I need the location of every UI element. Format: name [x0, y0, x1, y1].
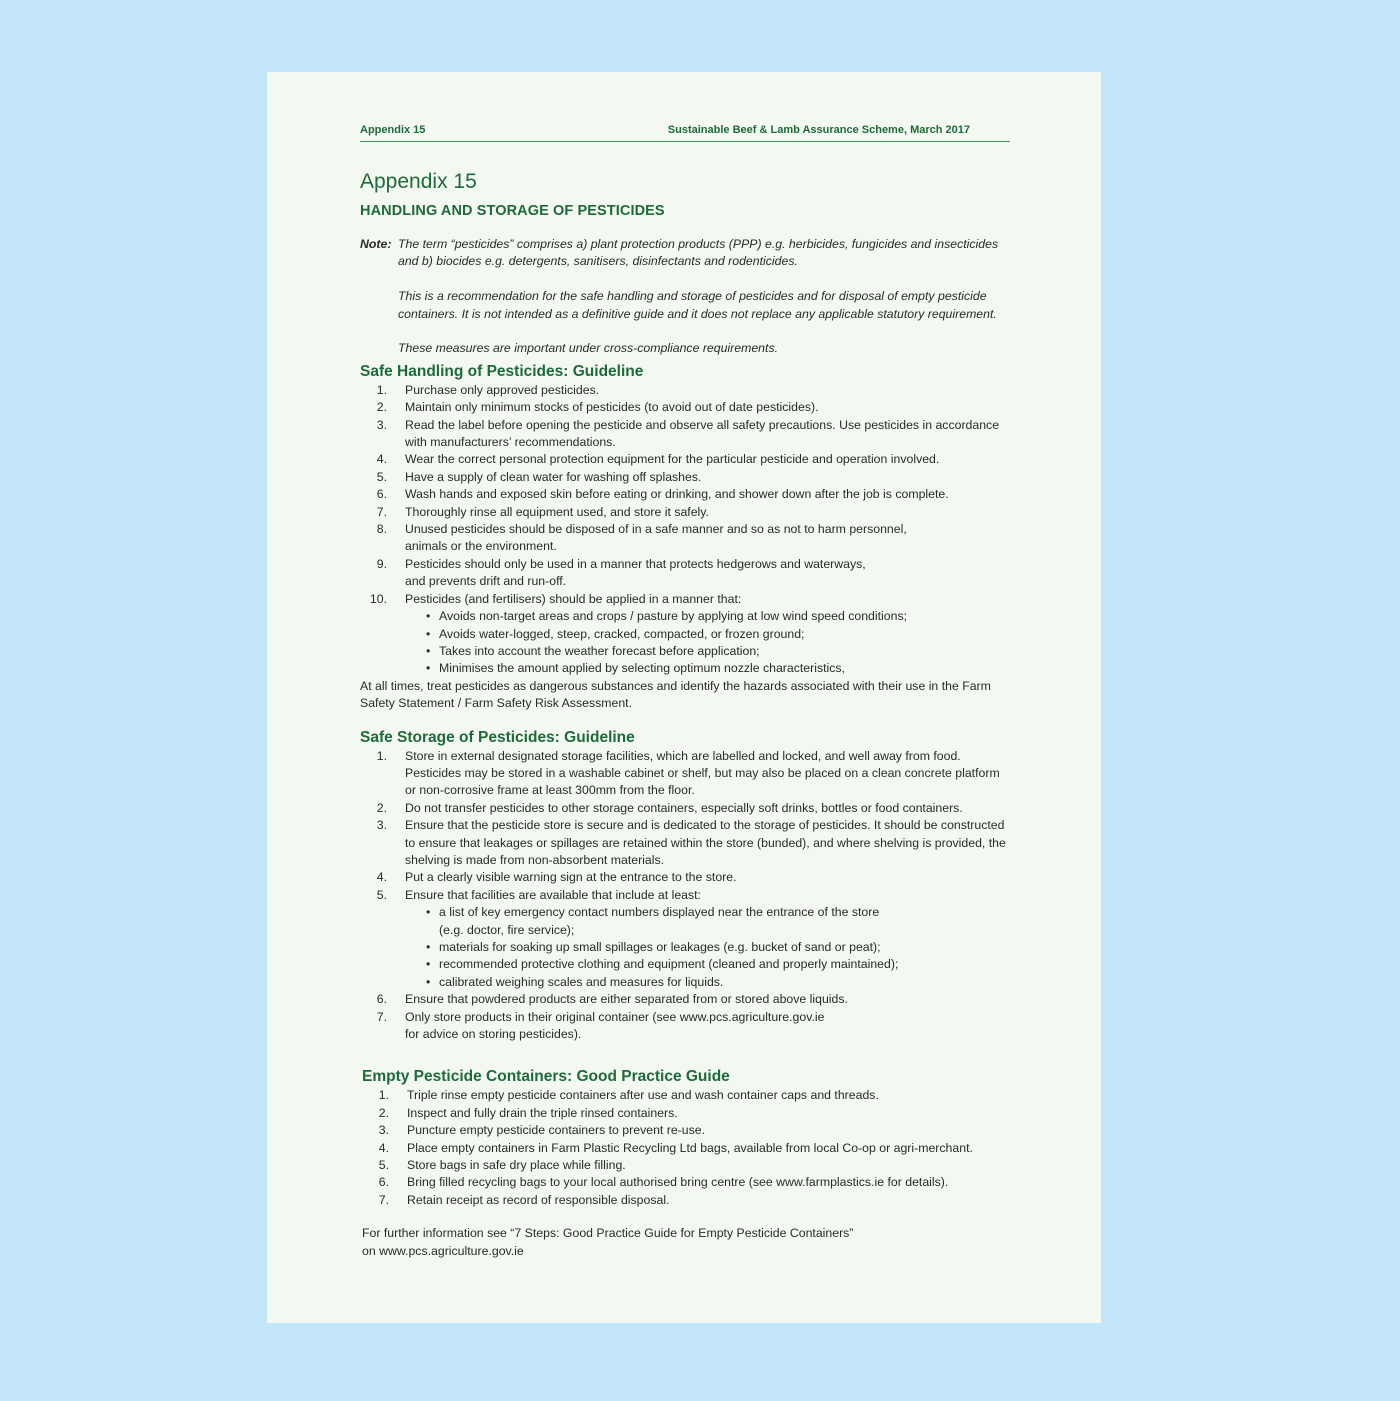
storage-section — [360, 728, 1010, 1044]
bullet-item: • Minimises the amount applied by selecting optimum nozzle characteristics, — [439, 660, 1010, 677]
further-info-line2: on www.pcs.agriculture.gov.ie — [362, 1243, 524, 1258]
running-header — [360, 118, 1010, 142]
handling-section — [360, 362, 1010, 713]
item-text: Pesticides should only be used in a manner that protects hedgerows and waterways, — [405, 556, 866, 571]
note-paragraph: This is a recommendation for the safe handling and storage of pesticides and for disposal of empty pesticide containers. It is not intended as a definitive guide and it does not replace any applicable statutory requirement. — [398, 289, 997, 321]
item-number: 5. — [376, 469, 387, 484]
list-item — [362, 1105, 1010, 1122]
list-item — [360, 869, 1010, 886]
list-item — [360, 486, 1010, 503]
list-item — [360, 991, 1010, 1008]
bullet-item — [439, 904, 1010, 939]
item-number: 8. — [376, 522, 387, 537]
note-label: Note: — [360, 237, 392, 251]
note-paragraph: These measures are important under cross-compliance requirements. — [398, 341, 779, 356]
item-number: 1. — [378, 1088, 389, 1103]
main-title: HANDLING AND STORAGE OF PESTICIDES — [360, 203, 665, 219]
list-item — [360, 591, 1010, 678]
item-number: 5. — [376, 887, 387, 902]
bullet-item — [439, 939, 1010, 956]
item-number: 6. — [378, 1175, 389, 1190]
note-paragraph: The term “pesticides” comprises a) plant protection products (PPP) e.g. herbicides, fungicides and insecticides and b) biocides e.g. detergents, sanitisers, disinfectants and rodenticides. — [398, 237, 999, 269]
bullet-text: a list of key emergency contact numbers displayed near the entrance of the store — [439, 905, 880, 920]
appendix-title: Appendix 15 — [360, 170, 477, 193]
item-number: 1. — [376, 748, 387, 763]
item-number: 2. — [376, 400, 387, 415]
item-text: Thoroughly rinse all equipment used, and store it safely. — [405, 504, 709, 519]
item-text: Bring filled recycling bags to your local authorised bring centre (see www.farmplastics.ie for details). — [407, 1175, 949, 1190]
item-text: Store in external designated storage facilities, which are labelled and locked, and well away from food. Pesticides may be stored in a washable cabinet or shelf, but may also be placed on a clean concrete platform or non-corrosive frame at least 300mm from the floor. — [405, 748, 1000, 798]
list-item — [360, 748, 1010, 800]
item-number: 4. — [376, 452, 387, 467]
item-number: 4. — [376, 870, 387, 885]
bullet-item — [439, 956, 1010, 973]
list-item — [362, 1087, 1010, 1104]
list-item — [362, 1140, 1010, 1157]
item-text: Wash hands and exposed skin before eating or drinking, and shower down after the job is complete. — [405, 487, 949, 502]
item-text: Purchase only approved pesticides. — [405, 382, 600, 397]
bullet-item: • Takes into account the weather forecast before application; — [439, 643, 1010, 660]
item-text: Place empty containers in Farm Plastic Recycling Ltd bags, available from local Co-op or agri-merchant. — [407, 1140, 973, 1155]
item-text: Do not transfer pesticides to other storage containers, especially soft drinks, bottles or food containers. — [405, 800, 963, 815]
item-text: Pesticides (and fertilisers) should be applied in a manner that: — [405, 591, 742, 606]
item-text: Only store products in their original container (see www.pcs.agriculture.gov.ie — [405, 1009, 825, 1024]
item-number: 7. — [376, 1009, 387, 1024]
list-item — [362, 1157, 1010, 1174]
item-text-line2: for advice on storing pesticides). — [405, 1027, 582, 1042]
item-text: Read the label before opening the pesticide and observe all safety precautions. Use pesticides in accordance with manufacturers’ recommendations. — [405, 417, 1000, 450]
header-right: Sustainable Beef & Lamb Assurance Scheme, March 2017 — [667, 124, 970, 136]
handling-heading: Safe Handling of Pesticides: Guideline — [360, 362, 644, 380]
list-item — [360, 399, 1010, 416]
item-text: Ensure that powdered products are either separated from or stored above liquids. — [405, 992, 848, 1007]
list-item — [360, 469, 1010, 486]
page-content — [360, 118, 1010, 1260]
item-text-line2: and prevents drift and run-off. — [405, 574, 567, 589]
item-text: Put a clearly visible warning sign at the entrance to the store. — [405, 870, 737, 885]
handling-bullets — [405, 608, 1010, 678]
item-number: 2. — [376, 800, 387, 815]
item-number: 10. — [369, 591, 387, 606]
bullet-text: calibrated weighing scales and measures for liquids. — [439, 974, 724, 989]
list-item — [360, 451, 1010, 468]
item-number: 1. — [376, 382, 387, 397]
list-item — [362, 1174, 1010, 1191]
list-item — [360, 800, 1010, 817]
list-item — [360, 556, 1010, 591]
item-text: Unused pesticides should be disposed of in a safe manner and so as not to harm personnel, — [405, 522, 907, 537]
item-text-line2: animals or the environment. — [405, 539, 557, 554]
item-text: Maintain only minimum stocks of pesticides (to avoid out of date pesticides). — [405, 400, 819, 415]
item-text: Wear the correct personal protection equipment for the particular pesticide and operation involved. — [405, 452, 940, 467]
header-left: Appendix 15 — [360, 124, 426, 136]
further-info-line1: For further information see “7 Steps: Good Practice Guide for Empty Pesticide Containers” — [362, 1226, 854, 1241]
list-item — [360, 417, 1010, 452]
bullet-text: recommended protective clothing and equipment (cleaned and properly maintained); — [439, 957, 899, 972]
document-page — [267, 72, 1101, 1323]
bullet-item: • Avoids water-logged, steep, cracked, compacted, or frozen ground; — [439, 626, 1010, 643]
list-item — [362, 1192, 1010, 1209]
list-item — [360, 521, 1010, 556]
note-block — [360, 236, 1010, 358]
item-text: Have a supply of clean water for washing off splashes. — [405, 469, 702, 484]
list-item — [360, 1009, 1010, 1044]
bullet-text-line2: (e.g. doctor, fire service); — [439, 922, 575, 937]
handling-closing: At all times, treat pesticides as dangerous substances and identify the hazards associated with their use in the Farm Safety Statement / Farm Safety Risk Assessment. — [360, 678, 991, 711]
handling-list — [360, 382, 1010, 678]
item-text: Triple rinse empty pesticide containers after use and wash container caps and threads. — [407, 1088, 879, 1103]
list-item — [360, 504, 1010, 521]
storage-list — [360, 748, 1010, 1044]
item-text: Ensure that facilities are available that include at least: — [405, 887, 701, 902]
list-item — [360, 382, 1010, 399]
list-item — [360, 817, 1010, 869]
item-number: 9. — [376, 556, 387, 571]
bullet-item: • Avoids non-target areas and crops / pasture by applying at low wind speed conditions; — [439, 608, 1010, 625]
item-text: Inspect and fully drain the triple rinsed containers. — [407, 1105, 678, 1120]
storage-bullets — [405, 904, 1010, 991]
item-text: Puncture empty pesticide containers to prevent re-use. — [407, 1123, 706, 1138]
list-item — [360, 887, 1010, 991]
item-number: 3. — [378, 1123, 389, 1138]
note-body — [398, 236, 1010, 358]
item-number: 7. — [378, 1192, 389, 1207]
item-number: 2. — [378, 1105, 389, 1120]
item-text: Store bags in safe dry place while filling. — [407, 1158, 626, 1173]
item-text: Retain receipt as record of responsible disposal. — [407, 1192, 670, 1207]
list-item — [362, 1122, 1010, 1139]
containers-section — [360, 1067, 1010, 1209]
storage-heading: Safe Storage of Pesticides: Guideline — [360, 728, 635, 746]
item-number: 5. — [378, 1158, 389, 1173]
item-number: 6. — [376, 487, 387, 502]
item-text: Ensure that the pesticide store is secure and is dedicated to the storage of pesticides. It should be constructed to ensure that leakages or spillages are retained within the store (bunded), and where shelving is provided, the shelving is made from non-absorbent materials. — [405, 818, 1006, 867]
bullet-item — [439, 974, 1010, 991]
further-information — [360, 1225, 1010, 1260]
containers-heading: Empty Pesticide Containers: Good Practice Guide — [362, 1068, 730, 1086]
item-number: 6. — [376, 992, 387, 1007]
item-number: 3. — [376, 417, 387, 432]
item-number: 4. — [378, 1140, 389, 1155]
containers-list — [362, 1087, 1010, 1209]
item-number: 7. — [376, 504, 387, 519]
bullet-text: materials for soaking up small spillages or leakages (e.g. bucket of sand or peat); — [439, 940, 881, 954]
item-number: 3. — [376, 818, 387, 833]
